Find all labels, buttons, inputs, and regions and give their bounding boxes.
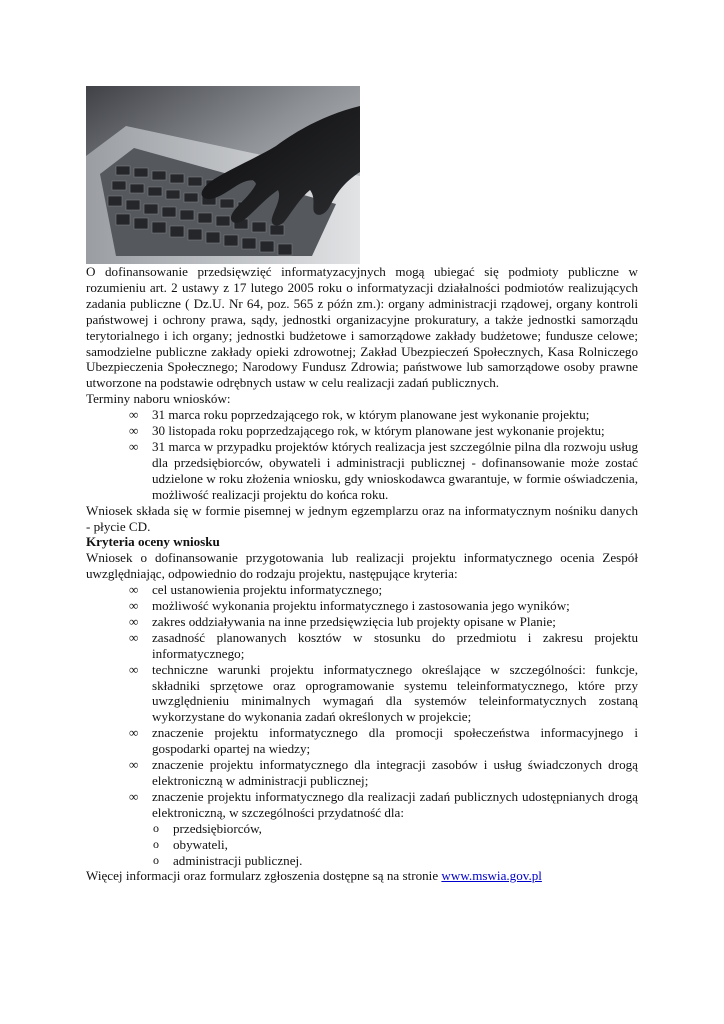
deadlines-label: Terminy naboru wniosków:	[86, 391, 231, 407]
intro-paragraph: O dofinansowanie przedsięwzięć informatyzacyjnych mogą ubiegać się podmioty publiczne w rozumieniu art. 2 ustawy z 17 lutego 2005 roku o informatyzacji działalności podmiotów realizujących zadania publiczne ( Dz.U. Nr 64, poz. 565 z późn zm.): organy administracji rządowej, organy kontroli państwowej i ochrony prawa, sądy, jednostki organizacyjne prokuratury, a także jednostki samorządu terytorialnego i ich organy; jednostki budżetowe i samorządowe zakłady budżetowe; fundusze celowe; samodzielne publiczne zakłady opieki zdrowotnej; Zakład Ubezpieczeń Społecznych, Kasa Rolniczego Ubezpieczenia Społecznego; Narodowy Fundusz Zdrowia; państwowe lub samorządowe osoby prawne utworzone na podstawie odrębnych ustaw w celu realizacji zadań publicznych.	[86, 264, 638, 391]
list-item: ∞ 31 marca w przypadku projektów których realizacja jest szczególnie pilna dla rozwoju usług dla przedsiębiorców, obywateli i administracji publicznej - dofinansowanie może zostać udzielone w roku złożenia wniosku, gdy wnioskodawca gwarantuje, w formie oświadczenia, możliwość realizacji projektu do końca roku.	[129, 438, 638, 502]
document-page	[86, 86, 638, 884]
list-item: ∞ 30 listopada roku poprzedzającego rok, w którym planowane jest wykonanie projektu;	[129, 423, 605, 439]
list-item: ∞ cel ustanowienia projektu informatycznego;	[129, 582, 383, 598]
infinity-bullet-icon: ∞	[129, 725, 139, 741]
infinity-bullet-icon: ∞	[129, 661, 139, 677]
sub-list-item: o obywateli,	[153, 836, 228, 852]
infinity-bullet-icon: ∞	[129, 407, 139, 423]
list-item: ∞ zakres oddziaływania na inne przedsięwzięcia lub projekty opisane w Planie;	[129, 613, 556, 629]
hand-typing-image	[86, 86, 360, 264]
document-body	[86, 264, 638, 884]
infinity-bullet-icon: ∞	[129, 613, 139, 629]
list-item: ∞ znaczenie projektu informatycznego dla realizacji zadań publicznych udostępnianych drogą elektroniczną, w szczególności przydatność dla: o przedsiębiorców, o obywateli, o administracji publicznej.	[129, 788, 638, 868]
submission-paragraph: Wniosek składa się w formie pisemnej w jednym egzemplarzu oraz na informatycznym nośniku danych - płycie CD.	[86, 502, 638, 534]
mswia-link[interactable]: www.mswia.gov.pl	[441, 868, 542, 884]
criteria-list	[86, 582, 638, 868]
infinity-bullet-icon: ∞	[129, 757, 139, 773]
footer-paragraph	[86, 868, 638, 884]
keyboard-photo	[86, 86, 360, 264]
sub-list-item: o przedsiębiorców,	[153, 820, 262, 836]
list-item: ∞ 31 marca roku poprzedzającego rok, w którym planowane jest wykonanie projektu;	[129, 407, 590, 423]
footer-text: Więcej informacji oraz formularz zgłoszenia dostępne są na stronie	[86, 868, 442, 884]
circle-bullet-icon: o	[153, 836, 159, 851]
infinity-bullet-icon: ∞	[129, 788, 139, 804]
sub-list-item: o administracji publicznej.	[153, 852, 303, 868]
list-item: ∞ techniczne warunki projektu informatycznego określające w szczególności: funkcje, składniki sprzętowe oraz oprogramowanie systemu teleinformatycznego, które przy uwzględnieniu minimalnych wymagań dla systemów teleinformatycznych zostaną wykorzystane do wykonania zadań określonych w projekcie;	[129, 661, 638, 725]
infinity-bullet-icon: ∞	[129, 582, 139, 598]
circle-bullet-icon: o	[153, 852, 159, 867]
list-item: ∞ znaczenie projektu informatycznego dla integracji zasobów i usług świadczonych drogą elektroniczną w administracji publicznej;	[129, 757, 638, 788]
infinity-bullet-icon: ∞	[129, 629, 139, 645]
deadlines-list	[86, 407, 638, 502]
sub-list	[152, 821, 638, 869]
list-item: ∞ zasadność planowanych kosztów w stosunku do przedmiotu i zakresu projektu informatycznego;	[129, 629, 638, 661]
infinity-bullet-icon: ∞	[129, 598, 139, 614]
criteria-intro: Wniosek o dofinansowanie przygotowania lub realizacji projektu informatycznego ocenia Zespół uwzględniając, odpowiednio do rodzaju projektu, następujące kryteria:	[86, 550, 638, 582]
circle-bullet-icon: o	[153, 820, 159, 835]
criteria-heading: Kryteria oceny wniosku	[86, 534, 220, 550]
list-item: ∞ możliwość wykonania projektu informatycznego i zastosowania jego wyników;	[129, 598, 570, 614]
infinity-bullet-icon: ∞	[129, 423, 139, 439]
list-item: ∞ znaczenie projektu informatycznego dla promocji społeczeństwa informacyjnego i gospodarki opartej na wiedzy;	[129, 725, 638, 757]
infinity-bullet-icon: ∞	[129, 438, 139, 454]
